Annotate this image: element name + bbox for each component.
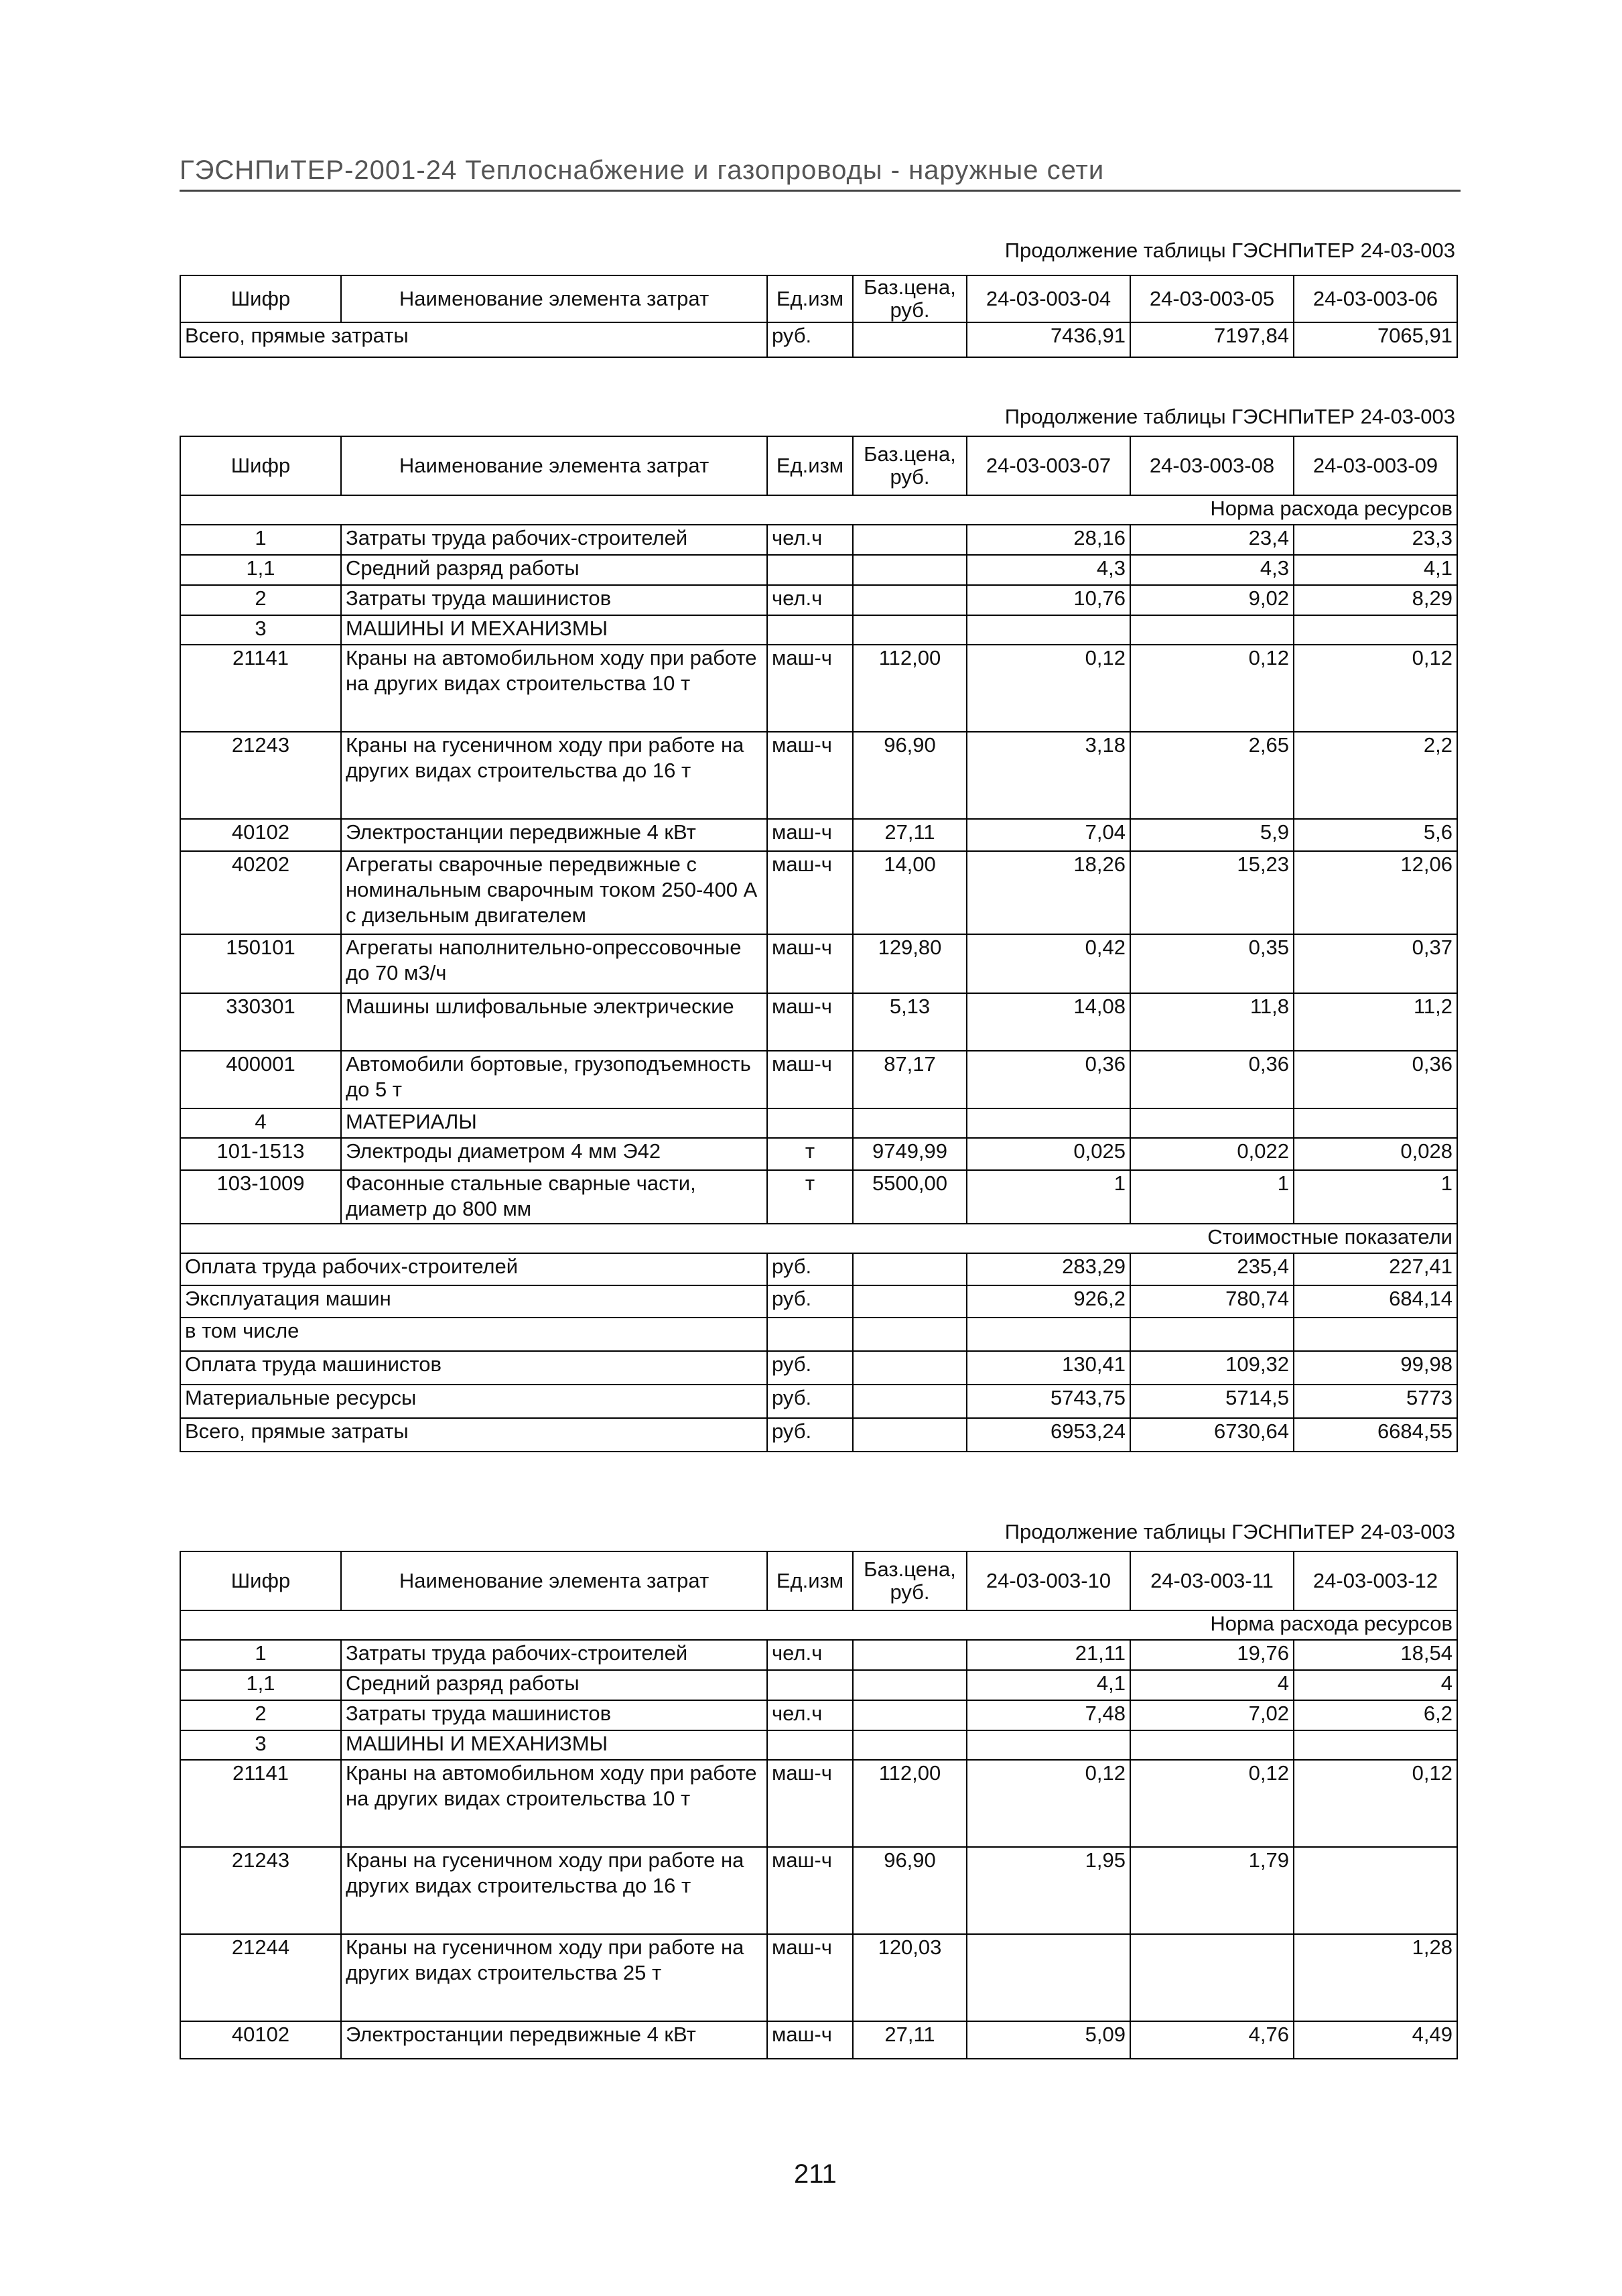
value-cell bbox=[1130, 1730, 1294, 1760]
price-cell bbox=[853, 525, 967, 555]
value-cell: 1 bbox=[967, 1170, 1130, 1224]
section-costs-label: Стоимостные показатели bbox=[180, 1224, 1457, 1253]
value-cell: 5714,5 bbox=[1130, 1385, 1294, 1418]
table-row bbox=[180, 1351, 1457, 1385]
col-header-code-10: 24-03-003-10 bbox=[967, 1551, 1130, 1610]
table-row bbox=[180, 1108, 1457, 1138]
table-row bbox=[180, 322, 1457, 357]
code-cell: 4 bbox=[180, 1108, 341, 1138]
value-cell bbox=[1130, 1934, 1294, 2021]
col-header-code: Шифр bbox=[180, 436, 341, 495]
value-cell: 1 bbox=[1294, 1170, 1457, 1224]
unit-cell: маш-ч bbox=[767, 1847, 853, 1934]
value-cell: 0,12 bbox=[967, 645, 1130, 732]
price-cell bbox=[853, 1253, 967, 1285]
unit-cell: маш-ч bbox=[767, 819, 853, 851]
value-cell: 11,8 bbox=[1130, 993, 1294, 1051]
value-cell: 7065,91 bbox=[1294, 322, 1457, 357]
value-cell: 6684,55 bbox=[1294, 1418, 1457, 1452]
name-cell: Электроды диаметром 4 мм Э42 bbox=[341, 1138, 767, 1170]
table-row bbox=[180, 819, 1457, 851]
code-cell: 40102 bbox=[180, 819, 341, 851]
value-cell: 4,76 bbox=[1130, 2021, 1294, 2059]
value-cell: 9,02 bbox=[1130, 585, 1294, 615]
value-cell: 227,41 bbox=[1294, 1253, 1457, 1285]
cost-name: в том числе bbox=[180, 1318, 767, 1351]
unit-cell: руб. bbox=[767, 1418, 853, 1452]
table-row bbox=[180, 1640, 1457, 1670]
group-heading: МАТЕРИАЛЫ bbox=[341, 1108, 767, 1138]
value-cell: 3,18 bbox=[967, 732, 1130, 819]
section-resources-label: Норма расхода ресурсов bbox=[180, 1610, 1457, 1640]
value-cell: 19,76 bbox=[1130, 1640, 1294, 1670]
value-cell: 4,1 bbox=[1294, 555, 1457, 585]
table-row bbox=[180, 732, 1457, 819]
value-cell: 0,36 bbox=[1294, 1051, 1457, 1108]
col-header-code-07: 24-03-003-07 bbox=[967, 436, 1130, 495]
table-row bbox=[180, 1934, 1457, 2021]
value-cell: 684,14 bbox=[1294, 1285, 1457, 1318]
name-cell: Агрегаты наполнительно-опрессовочные до 70 м3/ч bbox=[341, 934, 767, 993]
name-cell: Электростанции передвижные 4 кВт bbox=[341, 819, 767, 851]
table-row bbox=[180, 2021, 1457, 2059]
value-cell: 18,26 bbox=[967, 851, 1130, 934]
value-cell: 4,3 bbox=[1130, 555, 1294, 585]
value-cell: 99,98 bbox=[1294, 1351, 1457, 1385]
code-cell: 400001 bbox=[180, 1051, 341, 1108]
name-cell: Электростанции передвижные 4 кВт bbox=[341, 2021, 767, 2059]
name-cell: Средний разряд работы bbox=[341, 555, 767, 585]
unit-cell: чел.ч bbox=[767, 1700, 853, 1730]
value-cell: 4,3 bbox=[967, 555, 1130, 585]
code-cell: 1,1 bbox=[180, 555, 341, 585]
price-cell: 120,03 bbox=[853, 1934, 967, 2021]
price-cell: 112,00 bbox=[853, 645, 967, 732]
code-cell: 21243 bbox=[180, 732, 341, 819]
unit-cell: руб. bbox=[767, 322, 853, 357]
value-cell: 5,9 bbox=[1130, 819, 1294, 851]
code-cell: 1 bbox=[180, 1640, 341, 1670]
col-header-code-04: 24-03-003-04 bbox=[967, 275, 1130, 322]
code-cell: 103-1009 bbox=[180, 1170, 341, 1224]
col-header-code-06: 24-03-003-06 bbox=[1294, 275, 1457, 322]
unit-cell: чел.ч bbox=[767, 1640, 853, 1670]
unit-cell bbox=[767, 615, 853, 645]
value-cell: 4,1 bbox=[967, 1670, 1130, 1700]
unit-cell bbox=[767, 1108, 853, 1138]
name-cell: Затраты труда рабочих-строителей bbox=[341, 525, 767, 555]
value-cell bbox=[967, 1730, 1130, 1760]
name-cell: Средний разряд работы bbox=[341, 1670, 767, 1700]
value-cell: 23,4 bbox=[1130, 525, 1294, 555]
value-cell: 1,79 bbox=[1130, 1847, 1294, 1934]
value-cell: 4,49 bbox=[1294, 2021, 1457, 2059]
page-number: 211 bbox=[794, 2159, 837, 2189]
price-cell: 87,17 bbox=[853, 1051, 967, 1108]
value-cell: 1,28 bbox=[1294, 1934, 1457, 2021]
value-cell: 7197,84 bbox=[1130, 322, 1294, 357]
table-row bbox=[180, 1170, 1457, 1224]
code-cell: 2 bbox=[180, 1700, 341, 1730]
table-row bbox=[180, 1385, 1457, 1418]
value-cell: 18,54 bbox=[1294, 1640, 1457, 1670]
table-row bbox=[180, 1730, 1457, 1760]
group-heading: МАШИНЫ И МЕХАНИЗМЫ bbox=[341, 615, 767, 645]
cost-table-3 bbox=[180, 1551, 1458, 2059]
unit-cell: руб. bbox=[767, 1253, 853, 1285]
value-cell: 0,37 bbox=[1294, 934, 1457, 993]
name-cell: Машины шлифовальные электрические bbox=[341, 993, 767, 1051]
value-cell bbox=[1294, 1108, 1457, 1138]
col-header-name: Наименование элемента затрат bbox=[341, 275, 767, 322]
table-row bbox=[180, 1138, 1457, 1170]
value-cell bbox=[967, 615, 1130, 645]
price-cell: 96,90 bbox=[853, 732, 967, 819]
value-cell: 21,11 bbox=[967, 1640, 1130, 1670]
unit-cell bbox=[767, 555, 853, 585]
price-cell bbox=[853, 615, 967, 645]
code-cell: 3 bbox=[180, 1730, 341, 1760]
price-cell bbox=[853, 1108, 967, 1138]
cost-name: Материальные ресурсы bbox=[180, 1385, 767, 1418]
value-cell bbox=[1294, 1847, 1457, 1934]
value-cell: 0,022 bbox=[1130, 1138, 1294, 1170]
value-cell: 23,3 bbox=[1294, 525, 1457, 555]
table-row bbox=[180, 1847, 1457, 1934]
value-cell: 10,76 bbox=[967, 585, 1130, 615]
value-cell: 8,29 bbox=[1294, 585, 1457, 615]
value-cell: 130,41 bbox=[967, 1351, 1130, 1385]
unit-cell: маш-ч bbox=[767, 732, 853, 819]
code-cell: 21141 bbox=[180, 1760, 341, 1847]
value-cell: 2,2 bbox=[1294, 732, 1457, 819]
name-cell: Затраты труда машинистов bbox=[341, 1700, 767, 1730]
price-cell: 27,11 bbox=[853, 819, 967, 851]
price-cell bbox=[853, 1730, 967, 1760]
unit-cell: т bbox=[767, 1170, 853, 1224]
value-cell: 0,36 bbox=[1130, 1051, 1294, 1108]
price-cell: 129,80 bbox=[853, 934, 967, 993]
code-cell: 40102 bbox=[180, 2021, 341, 2059]
unit-cell: маш-ч bbox=[767, 993, 853, 1051]
value-cell: 14,08 bbox=[967, 993, 1130, 1051]
total-label: Всего, прямые затраты bbox=[180, 322, 767, 357]
price-cell bbox=[853, 555, 967, 585]
value-cell: 2,65 bbox=[1130, 732, 1294, 819]
price-cell: 5,13 bbox=[853, 993, 967, 1051]
code-cell: 101-1513 bbox=[180, 1138, 341, 1170]
value-cell: 7,02 bbox=[1130, 1700, 1294, 1730]
value-cell: 0,35 bbox=[1130, 934, 1294, 993]
col-header-price: Баз.цена, руб. bbox=[853, 275, 967, 322]
value-cell: 5,6 bbox=[1294, 819, 1457, 851]
price-cell bbox=[853, 1318, 967, 1351]
price-cell: 96,90 bbox=[853, 1847, 967, 1934]
code-cell: 21141 bbox=[180, 645, 341, 732]
table-row bbox=[180, 934, 1457, 993]
cost-name: Оплата труда рабочих-строителей bbox=[180, 1253, 767, 1285]
name-cell: Фасонные стальные сварные части, диаметр до 800 мм bbox=[341, 1170, 767, 1224]
col-header-code-11: 24-03-003-11 bbox=[1130, 1551, 1294, 1610]
unit-cell: чел.ч bbox=[767, 525, 853, 555]
table-caption: Продолжение таблицы ГЭСНПиТЕР 24-03-003 bbox=[1004, 1520, 1455, 1543]
value-cell: 15,23 bbox=[1130, 851, 1294, 934]
value-cell: 0,36 bbox=[967, 1051, 1130, 1108]
code-cell: 40202 bbox=[180, 851, 341, 934]
value-cell: 4 bbox=[1294, 1670, 1457, 1700]
unit-cell: руб. bbox=[767, 1385, 853, 1418]
table-caption: Продолжение таблицы ГЭСНПиТЕР 24-03-003 bbox=[1004, 405, 1455, 428]
price-cell bbox=[853, 1351, 967, 1385]
table-caption: Продолжение таблицы ГЭСНПиТЕР 24-03-003 bbox=[1004, 239, 1455, 262]
group-heading: МАШИНЫ И МЕХАНИЗМЫ bbox=[341, 1730, 767, 1760]
price-cell bbox=[853, 1285, 967, 1318]
value-cell: 0,12 bbox=[967, 1760, 1130, 1847]
value-cell: 0,12 bbox=[1294, 1760, 1457, 1847]
name-cell: Краны на гусеничном ходу при работе на других видах строительства до 16 т bbox=[341, 1847, 767, 1934]
table-row bbox=[180, 1760, 1457, 1847]
table-row bbox=[180, 645, 1457, 732]
value-cell: 6,2 bbox=[1294, 1700, 1457, 1730]
value-cell: 28,16 bbox=[967, 525, 1130, 555]
value-cell: 0,028 bbox=[1294, 1138, 1457, 1170]
value-cell bbox=[1130, 1318, 1294, 1351]
price-cell bbox=[853, 1640, 967, 1670]
col-header-code: Шифр bbox=[180, 1551, 341, 1610]
col-header-price: Баз.цена, руб. bbox=[853, 436, 967, 495]
price-cell: 14,00 bbox=[853, 851, 967, 934]
value-cell: 780,74 bbox=[1130, 1285, 1294, 1318]
value-cell: 1 bbox=[1130, 1170, 1294, 1224]
price-cell bbox=[853, 1418, 967, 1452]
section-resources-label: Норма расхода ресурсов bbox=[180, 495, 1457, 525]
col-header-price: Баз.цена, руб. bbox=[853, 1551, 967, 1610]
value-cell bbox=[967, 1934, 1130, 2021]
value-cell: 0,12 bbox=[1130, 1760, 1294, 1847]
table-row bbox=[180, 555, 1457, 585]
unit-cell: руб. bbox=[767, 1351, 853, 1385]
unit-cell: маш-ч bbox=[767, 1760, 853, 1847]
name-cell: Затраты труда рабочих-строителей bbox=[341, 1640, 767, 1670]
price-cell: 5500,00 bbox=[853, 1170, 967, 1224]
table-row bbox=[180, 993, 1457, 1051]
unit-cell: чел.ч bbox=[767, 585, 853, 615]
value-cell: 1,95 bbox=[967, 1847, 1130, 1934]
price-cell bbox=[853, 1670, 967, 1700]
price-cell bbox=[853, 322, 967, 357]
code-cell: 21244 bbox=[180, 1934, 341, 2021]
table-row bbox=[180, 585, 1457, 615]
unit-cell: маш-ч bbox=[767, 2021, 853, 2059]
value-cell: 235,4 bbox=[1130, 1253, 1294, 1285]
col-header-code: Шифр bbox=[180, 275, 341, 322]
col-header-unit: Ед.изм bbox=[767, 275, 853, 322]
value-cell: 4 bbox=[1130, 1670, 1294, 1700]
unit-cell: т bbox=[767, 1138, 853, 1170]
table-row bbox=[180, 1670, 1457, 1700]
value-cell: 12,06 bbox=[1294, 851, 1457, 934]
table-row bbox=[180, 1253, 1457, 1285]
value-cell bbox=[967, 1108, 1130, 1138]
name-cell: Агрегаты сварочные передвижные с номинальным сварочным током 250-400 А с дизельным двигателем bbox=[341, 851, 767, 934]
value-cell: 6730,64 bbox=[1130, 1418, 1294, 1452]
name-cell: Автомобили бортовые, грузоподъемность до 5 т bbox=[341, 1051, 767, 1108]
name-cell: Краны на гусеничном ходу при работе на других видах строительства до 16 т bbox=[341, 732, 767, 819]
table-row bbox=[180, 1051, 1457, 1108]
code-cell: 1 bbox=[180, 525, 341, 555]
table-row bbox=[180, 851, 1457, 934]
price-cell bbox=[853, 585, 967, 615]
value-cell: 7436,91 bbox=[967, 322, 1130, 357]
value-cell: 5743,75 bbox=[967, 1385, 1130, 1418]
value-cell: 0,025 bbox=[967, 1138, 1130, 1170]
value-cell: 7,48 bbox=[967, 1700, 1130, 1730]
value-cell: 926,2 bbox=[967, 1285, 1130, 1318]
table-row bbox=[180, 1418, 1457, 1452]
value-cell: 109,32 bbox=[1130, 1351, 1294, 1385]
cost-name: Всего, прямые затраты bbox=[180, 1418, 767, 1452]
col-header-code-08: 24-03-003-08 bbox=[1130, 436, 1294, 495]
name-cell: Затраты труда машинистов bbox=[341, 585, 767, 615]
value-cell: 5,09 bbox=[967, 2021, 1130, 2059]
col-header-unit: Ед.изм bbox=[767, 1551, 853, 1610]
col-header-code-05: 24-03-003-05 bbox=[1130, 275, 1294, 322]
value-cell: 11,2 bbox=[1294, 993, 1457, 1051]
code-cell: 150101 bbox=[180, 934, 341, 993]
col-header-name: Наименование элемента затрат bbox=[341, 1551, 767, 1610]
price-cell bbox=[853, 1385, 967, 1418]
value-cell: 0,12 bbox=[1130, 645, 1294, 732]
unit-cell bbox=[767, 1730, 853, 1760]
name-cell: Краны на автомобильном ходу при работе на других видах строительства 10 т bbox=[341, 645, 767, 732]
table-row bbox=[180, 525, 1457, 555]
table-row bbox=[180, 615, 1457, 645]
unit-cell: руб. bbox=[767, 1285, 853, 1318]
value-cell: 5773 bbox=[1294, 1385, 1457, 1418]
value-cell: 0,12 bbox=[1294, 645, 1457, 732]
value-cell: 6953,24 bbox=[967, 1418, 1130, 1452]
price-cell bbox=[853, 1700, 967, 1730]
unit-cell: маш-ч bbox=[767, 1051, 853, 1108]
code-cell: 2 bbox=[180, 585, 341, 615]
table-row bbox=[180, 1700, 1457, 1730]
value-cell: 0,42 bbox=[967, 934, 1130, 993]
price-cell: 112,00 bbox=[853, 1760, 967, 1847]
table-row bbox=[180, 1318, 1457, 1351]
table-row bbox=[180, 1285, 1457, 1318]
value-cell bbox=[1294, 615, 1457, 645]
code-cell: 21243 bbox=[180, 1847, 341, 1934]
cost-name: Оплата труда машинистов bbox=[180, 1351, 767, 1385]
value-cell bbox=[1294, 1318, 1457, 1351]
value-cell bbox=[1294, 1730, 1457, 1760]
page-header: ГЭСНПиТЕР-2001-24 Теплоснабжение и газопроводы - наружные сети bbox=[180, 155, 1461, 192]
cost-table-2 bbox=[180, 436, 1458, 1452]
code-cell: 1,1 bbox=[180, 1670, 341, 1700]
unit-cell: маш-ч bbox=[767, 645, 853, 732]
unit-cell: маш-ч bbox=[767, 1934, 853, 2021]
unit-cell: маш-ч bbox=[767, 934, 853, 993]
value-cell: 7,04 bbox=[967, 819, 1130, 851]
cost-name: Эксплуатация машин bbox=[180, 1285, 767, 1318]
unit-cell: маш-ч bbox=[767, 851, 853, 934]
col-header-code-09: 24-03-003-09 bbox=[1294, 436, 1457, 495]
unit-cell bbox=[767, 1670, 853, 1700]
cost-table-1 bbox=[180, 275, 1458, 358]
price-cell: 27,11 bbox=[853, 2021, 967, 2059]
name-cell: Краны на автомобильном ходу при работе на других видах строительства 10 т bbox=[341, 1760, 767, 1847]
code-cell: 3 bbox=[180, 615, 341, 645]
unit-cell bbox=[767, 1318, 853, 1351]
col-header-unit: Ед.изм bbox=[767, 436, 853, 495]
value-cell bbox=[1130, 615, 1294, 645]
col-header-name: Наименование элемента затрат bbox=[341, 436, 767, 495]
name-cell: Краны на гусеничном ходу при работе на других видах строительства 25 т bbox=[341, 1934, 767, 2021]
value-cell: 283,29 bbox=[967, 1253, 1130, 1285]
value-cell bbox=[967, 1318, 1130, 1351]
col-header-code-12: 24-03-003-12 bbox=[1294, 1551, 1457, 1610]
value-cell bbox=[1130, 1108, 1294, 1138]
price-cell: 9749,99 bbox=[853, 1138, 967, 1170]
code-cell: 330301 bbox=[180, 993, 341, 1051]
